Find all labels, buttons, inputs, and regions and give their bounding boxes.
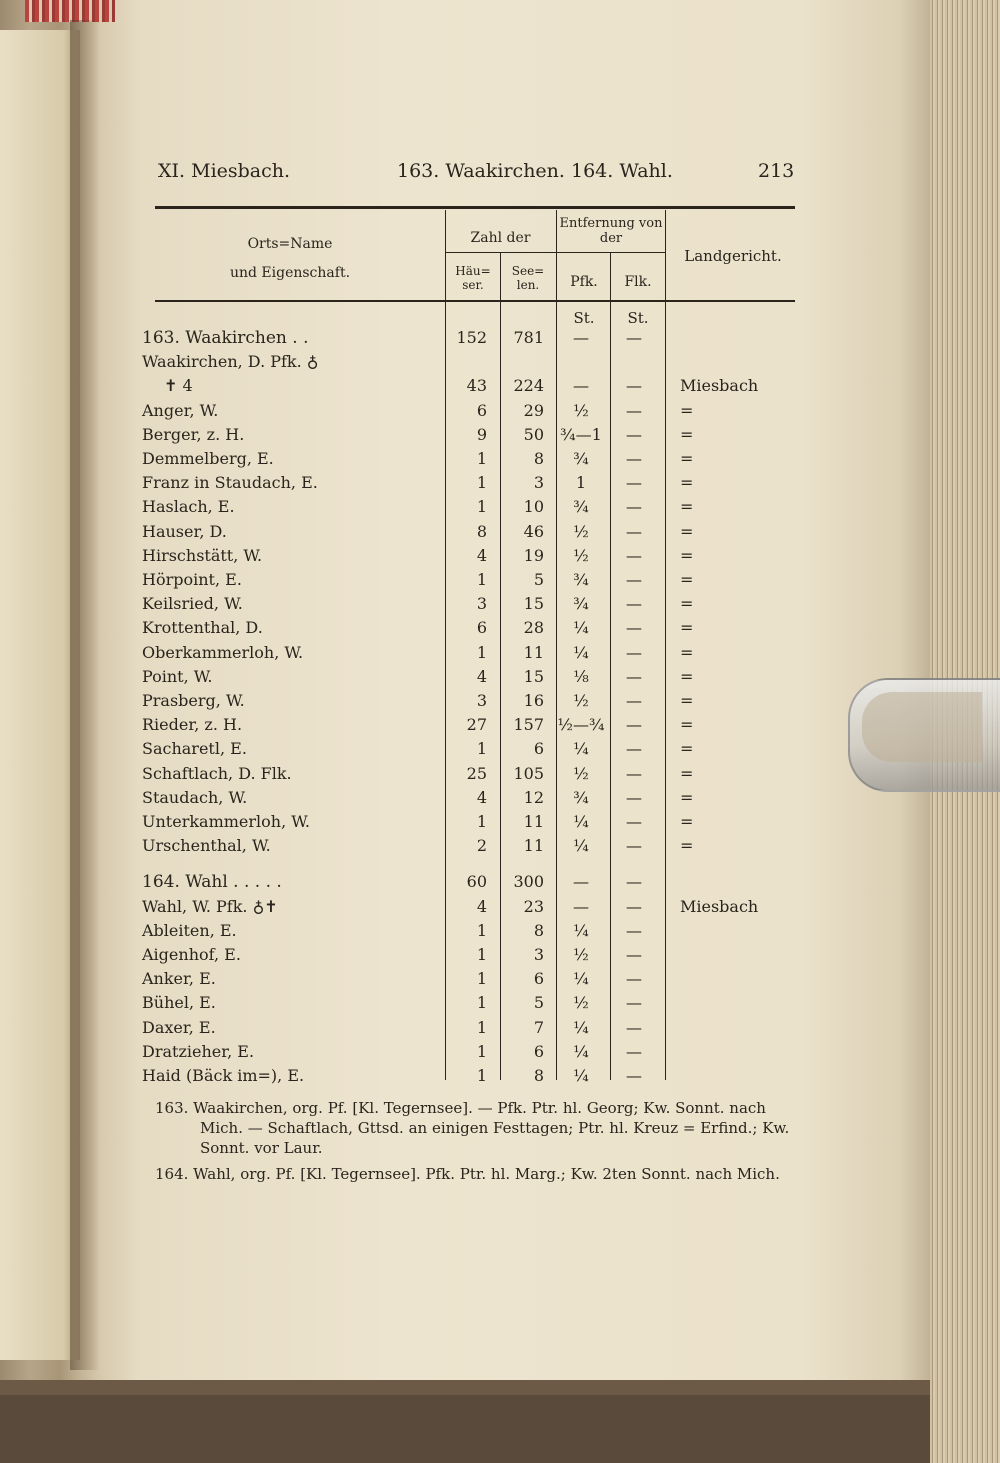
left-page-fragment bbox=[0, 30, 80, 1360]
place-name: ✝ 4 bbox=[164, 376, 193, 396]
page-number: 213 bbox=[758, 160, 795, 182]
distance-pfarrkirche: — bbox=[573, 872, 589, 892]
distance-filialkirche: — bbox=[626, 666, 642, 686]
souls-count: 5 bbox=[533, 570, 544, 589]
table-row bbox=[100, 594, 800, 616]
place-name: Daxer, E. bbox=[142, 1017, 216, 1037]
unit-pf: St. bbox=[573, 309, 595, 327]
landgericht: = bbox=[680, 570, 694, 589]
distance-filialkirche: — bbox=[626, 896, 642, 916]
place-name: 164. Wahl . . . . . bbox=[142, 872, 282, 893]
distance-filialkirche: — bbox=[626, 872, 642, 892]
right-page bbox=[100, 20, 930, 1380]
souls-count: 6 bbox=[533, 969, 544, 989]
landgericht: = bbox=[680, 400, 694, 420]
table-row bbox=[100, 522, 800, 544]
distance-filialkirche: — bbox=[626, 328, 642, 347]
distance-pfarrkirche: ¼ bbox=[573, 1041, 589, 1061]
houses-count: 3 bbox=[476, 691, 487, 710]
col-landgericht: Landgericht. bbox=[684, 247, 782, 265]
houses-count: 1 bbox=[476, 1041, 487, 1061]
souls-count: 5 bbox=[533, 993, 544, 1013]
table-row bbox=[100, 1018, 800, 1040]
distance-filialkirche: — bbox=[626, 993, 642, 1013]
glass-page-clip bbox=[848, 678, 1000, 792]
distance-pfarrkirche: ¾ bbox=[573, 787, 589, 807]
souls-count: 15 bbox=[523, 594, 544, 614]
table-row bbox=[100, 993, 800, 1015]
houses-count: 4 bbox=[476, 545, 487, 565]
place-name: 163. Waakirchen . . bbox=[142, 328, 309, 348]
distance-filialkirche: — bbox=[626, 836, 642, 856]
houses-count: 2 bbox=[476, 836, 487, 856]
souls-count: 28 bbox=[523, 618, 544, 638]
distance-filialkirche: — bbox=[626, 570, 642, 589]
place-name: Staudach, W. bbox=[142, 787, 248, 807]
distance-filialkirche: — bbox=[626, 473, 642, 493]
table-row bbox=[100, 691, 800, 713]
souls-count: 23 bbox=[523, 896, 544, 916]
houses-count: 1 bbox=[476, 497, 487, 517]
distance-pfarrkirche: ¾ bbox=[573, 497, 589, 517]
souls-count: 3 bbox=[533, 945, 544, 964]
distance-pfarrkirche: ⅛ bbox=[573, 666, 589, 686]
distance-pfarrkirche: ¼ bbox=[573, 836, 589, 856]
houses-count: 3 bbox=[476, 594, 487, 614]
col-seelen: See= len. bbox=[511, 264, 545, 292]
landgericht: = bbox=[680, 473, 694, 493]
landgericht: = bbox=[680, 594, 694, 614]
distance-pfarrkirche: ¼ bbox=[573, 1017, 589, 1037]
place-name: Unterkammerloh, W. bbox=[142, 812, 310, 831]
souls-count: 3 bbox=[533, 473, 544, 493]
souls-count: 6 bbox=[533, 739, 544, 759]
landgericht: = bbox=[680, 739, 694, 759]
distance-filialkirche: — bbox=[626, 618, 642, 638]
note-163: 163. Waakirchen, org. Pf. [Kl. Tegernsee]. — Pfk. Ptr. hl. Georg; Kw. Sonnt. nach Mich. — Schaftlach, Gttsd. an einigen Festtagen; Ptr. hl. Kreuz = Erfind.; Kw. Sonnt. vor Laur. bbox=[155, 1099, 790, 1157]
table-row bbox=[100, 352, 800, 374]
table-row bbox=[100, 643, 800, 665]
place-name: Krottenthal, D. bbox=[142, 618, 263, 638]
place-name: Berger, z. H. bbox=[142, 424, 245, 444]
place-name: Hauser, D. bbox=[142, 521, 227, 541]
houses-count: 152 bbox=[456, 328, 487, 347]
houses-count: 1 bbox=[476, 969, 487, 989]
col-haeuser: Häu= ser. bbox=[455, 264, 491, 292]
place-name: Demmelberg, E. bbox=[142, 449, 274, 468]
landgericht: = bbox=[680, 521, 694, 541]
landgericht: = bbox=[680, 715, 694, 735]
distance-filialkirche: — bbox=[626, 497, 642, 517]
distance-pfarrkirche: ¼ bbox=[573, 739, 589, 759]
place-name: Rieder, z. H. bbox=[142, 715, 243, 735]
souls-count: 105 bbox=[513, 763, 544, 783]
distance-filialkirche: — bbox=[626, 376, 642, 396]
place-name: Waakirchen, D. Pfk. ♁ bbox=[142, 352, 319, 372]
distance-pfarrkirche: ½—¾ bbox=[557, 715, 605, 735]
note-164: 164. Wahl, org. Pf. [Kl. Tegernsee]. Pfk. Ptr. hl. Marg.; Kw. 2ten Sonnt. nach Mich. bbox=[155, 1165, 780, 1183]
distance-filialkirche: — bbox=[626, 739, 642, 759]
distance-filialkirche: — bbox=[626, 449, 642, 468]
place-name: Hörpoint, E. bbox=[142, 570, 242, 589]
place-name: Ableiten, E. bbox=[142, 920, 237, 940]
distance-pfarrkirche: — bbox=[573, 896, 589, 916]
table-row bbox=[100, 764, 800, 786]
distance-pfarrkirche: ¼ bbox=[573, 1066, 589, 1085]
place-name: Oberkammerloh, W. bbox=[142, 642, 304, 662]
place-name: Haid (Bäck im=), E. bbox=[142, 1066, 305, 1085]
landgericht: = bbox=[680, 836, 694, 856]
landgericht: Miesbach bbox=[680, 896, 759, 916]
place-name: Haslach, E. bbox=[142, 497, 235, 517]
landgericht: = bbox=[680, 545, 694, 565]
souls-count: 11 bbox=[523, 642, 544, 662]
col-zahl: Zahl der bbox=[470, 230, 531, 246]
houses-count: 9 bbox=[476, 424, 487, 444]
souls-count: 29 bbox=[523, 400, 544, 420]
distance-pfarrkirche: ¾ bbox=[573, 449, 589, 468]
distance-filialkirche: — bbox=[626, 787, 642, 807]
place-name: Bühel, E. bbox=[142, 993, 216, 1013]
distance-filialkirche: — bbox=[626, 642, 642, 662]
distance-pfarrkirche: ½ bbox=[573, 691, 589, 710]
distance-pfarrkirche: ½ bbox=[573, 763, 589, 783]
table-row bbox=[100, 473, 800, 495]
distance-pfarrkirche: ½ bbox=[573, 993, 589, 1013]
houses-count: 4 bbox=[476, 787, 487, 807]
col-name-line1: Orts=Name bbox=[247, 236, 333, 252]
souls-count: 12 bbox=[523, 787, 544, 807]
houses-count: 25 bbox=[466, 763, 487, 783]
table-row bbox=[100, 715, 800, 737]
souls-count: 16 bbox=[523, 691, 544, 710]
houses-count: 1 bbox=[476, 945, 487, 964]
col-entfernung: Entfernung von der bbox=[559, 216, 663, 246]
houses-count: 4 bbox=[476, 666, 487, 686]
distance-pfarrkirche: ¼ bbox=[573, 969, 589, 989]
table-row bbox=[100, 667, 800, 689]
table-row bbox=[100, 401, 800, 423]
distance-pfarrkirche: ¾—1 bbox=[560, 424, 602, 444]
distance-filialkirche: — bbox=[626, 521, 642, 541]
distance-pfarrkirche: ½ bbox=[573, 545, 589, 565]
table-row bbox=[100, 328, 800, 350]
table-row bbox=[100, 897, 800, 919]
distance-filialkirche: — bbox=[626, 1041, 642, 1061]
houses-count: 27 bbox=[466, 715, 487, 735]
table-head-rule bbox=[155, 300, 795, 302]
place-name: Hirschstätt, W. bbox=[142, 545, 263, 565]
table-row bbox=[100, 425, 800, 447]
place-name: Anger, W. bbox=[142, 400, 219, 420]
souls-count: 157 bbox=[513, 715, 544, 735]
houses-count: 8 bbox=[476, 521, 487, 541]
col-flk: Flk. bbox=[624, 274, 652, 290]
landgericht: = bbox=[680, 497, 694, 517]
distance-pfarrkirche: 1 bbox=[575, 473, 587, 493]
distance-filialkirche: — bbox=[626, 1066, 642, 1085]
houses-count: 1 bbox=[476, 993, 487, 1013]
place-name: Point, W. bbox=[142, 666, 213, 686]
clip-inner bbox=[862, 692, 982, 762]
place-name: Prasberg, W. bbox=[142, 691, 245, 710]
table-row bbox=[100, 969, 800, 991]
book-gutter bbox=[70, 20, 100, 1370]
header-entries: 163. Waakirchen. 164. Wahl. bbox=[397, 160, 673, 182]
distance-filialkirche: — bbox=[626, 1017, 642, 1037]
table-row bbox=[100, 1066, 800, 1088]
col-name-line2: und Eigenschaft. bbox=[229, 265, 351, 281]
header-section: XI. Miesbach. bbox=[158, 160, 291, 182]
distance-pfarrkirche: — bbox=[573, 376, 589, 396]
table-top-rule bbox=[155, 206, 795, 209]
souls-count: 6 bbox=[533, 1041, 544, 1061]
houses-count: 1 bbox=[476, 1066, 487, 1085]
distance-filialkirche: — bbox=[626, 763, 642, 783]
landgericht: = bbox=[680, 449, 694, 468]
col-subrule bbox=[445, 252, 665, 253]
souls-count: 46 bbox=[523, 521, 544, 541]
souls-count: 11 bbox=[523, 812, 544, 831]
houses-count: 60 bbox=[466, 872, 487, 892]
place-name: Urschenthal, W. bbox=[142, 836, 271, 856]
distance-filialkirche: — bbox=[626, 400, 642, 420]
table-row bbox=[100, 376, 800, 398]
table-row bbox=[100, 618, 800, 640]
houses-count: 4 bbox=[476, 896, 487, 916]
houses-count: 1 bbox=[476, 739, 487, 759]
place-name: Aigenhof, E. bbox=[142, 945, 241, 964]
distance-filialkirche: — bbox=[626, 945, 642, 964]
houses-count: 1 bbox=[476, 920, 487, 940]
souls-count: 19 bbox=[523, 545, 544, 565]
souls-count: 15 bbox=[523, 666, 544, 686]
table-row bbox=[100, 497, 800, 519]
distance-filialkirche: — bbox=[626, 545, 642, 565]
table-row bbox=[100, 921, 800, 943]
table-row bbox=[100, 836, 800, 858]
distance-pfarrkirche: ¼ bbox=[573, 618, 589, 638]
distance-pfarrkirche: ¾ bbox=[573, 570, 589, 589]
place-name: Sacharetl, E. bbox=[142, 739, 247, 759]
table-row bbox=[100, 546, 800, 568]
houses-count: 1 bbox=[476, 812, 487, 831]
table-row bbox=[100, 788, 800, 810]
distance-pfarrkirche: ½ bbox=[573, 400, 589, 420]
houses-count: 43 bbox=[466, 376, 487, 396]
houses-count: 1 bbox=[476, 570, 487, 589]
table-row bbox=[100, 449, 800, 471]
houses-count: 1 bbox=[476, 449, 487, 468]
distance-filialkirche: — bbox=[626, 594, 642, 614]
landgericht: = bbox=[680, 787, 694, 807]
distance-filialkirche: — bbox=[626, 920, 642, 940]
distance-filialkirche: — bbox=[626, 969, 642, 989]
distance-pfarrkirche: ¼ bbox=[573, 812, 589, 831]
souls-count: 11 bbox=[523, 836, 544, 856]
landgericht: Miesbach bbox=[680, 376, 759, 396]
distance-filialkirche: — bbox=[626, 715, 642, 735]
distance-pfarrkirche: ½ bbox=[573, 945, 589, 964]
table-row bbox=[100, 570, 800, 592]
table-row bbox=[100, 1042, 800, 1064]
landgericht: = bbox=[680, 642, 694, 662]
footnotes bbox=[155, 1098, 795, 1190]
houses-count: 1 bbox=[476, 1017, 487, 1037]
houses-count: 6 bbox=[476, 400, 487, 420]
table-row bbox=[100, 739, 800, 761]
distance-pfarrkirche: — bbox=[573, 328, 589, 347]
distance-filialkirche: — bbox=[626, 691, 642, 710]
souls-count: 300 bbox=[513, 872, 544, 892]
landgericht: = bbox=[680, 763, 694, 783]
place-name: Anker, E. bbox=[142, 969, 216, 989]
distance-pfarrkirche: ½ bbox=[573, 521, 589, 541]
distance-pfarrkirche: ¼ bbox=[573, 642, 589, 662]
souls-count: 8 bbox=[533, 920, 544, 940]
houses-count: 1 bbox=[476, 642, 487, 662]
souls-count: 7 bbox=[533, 1017, 544, 1037]
col-pfk: Pfk. bbox=[570, 274, 598, 290]
place-name: Wahl, W. Pfk. ♁✝ bbox=[142, 896, 278, 916]
table-row bbox=[100, 872, 800, 894]
souls-count: 8 bbox=[533, 449, 544, 468]
book-cover-edge bbox=[0, 1395, 1000, 1463]
place-name: Dratzieher, E. bbox=[142, 1041, 255, 1061]
distance-filialkirche: — bbox=[626, 812, 642, 831]
place-name: Schaftlach, D. Flk. bbox=[142, 763, 292, 783]
landgericht: = bbox=[680, 618, 694, 638]
landgericht: = bbox=[680, 812, 694, 831]
houses-count: 1 bbox=[476, 473, 487, 493]
souls-count: 50 bbox=[523, 424, 544, 444]
table-row bbox=[100, 812, 800, 834]
place-name: Keilsried, W. bbox=[142, 594, 243, 614]
souls-count: 224 bbox=[513, 376, 544, 396]
distance-pfarrkirche: ¼ bbox=[573, 920, 589, 940]
landgericht: = bbox=[680, 424, 694, 444]
souls-count: 10 bbox=[523, 497, 544, 517]
unit-fk: St. bbox=[627, 309, 649, 327]
souls-count: 781 bbox=[513, 328, 544, 347]
bookmark-ribbon bbox=[25, 0, 115, 22]
distance-filialkirche: — bbox=[626, 424, 642, 444]
table-row bbox=[100, 945, 800, 967]
distance-pfarrkirche: ¾ bbox=[573, 594, 589, 614]
landgericht: = bbox=[680, 691, 694, 710]
landgericht: = bbox=[680, 666, 694, 686]
place-name: Franz in Staudach, E. bbox=[142, 473, 318, 493]
running-header bbox=[100, 160, 800, 200]
houses-count: 6 bbox=[476, 618, 487, 638]
souls-count: 8 bbox=[533, 1066, 544, 1085]
